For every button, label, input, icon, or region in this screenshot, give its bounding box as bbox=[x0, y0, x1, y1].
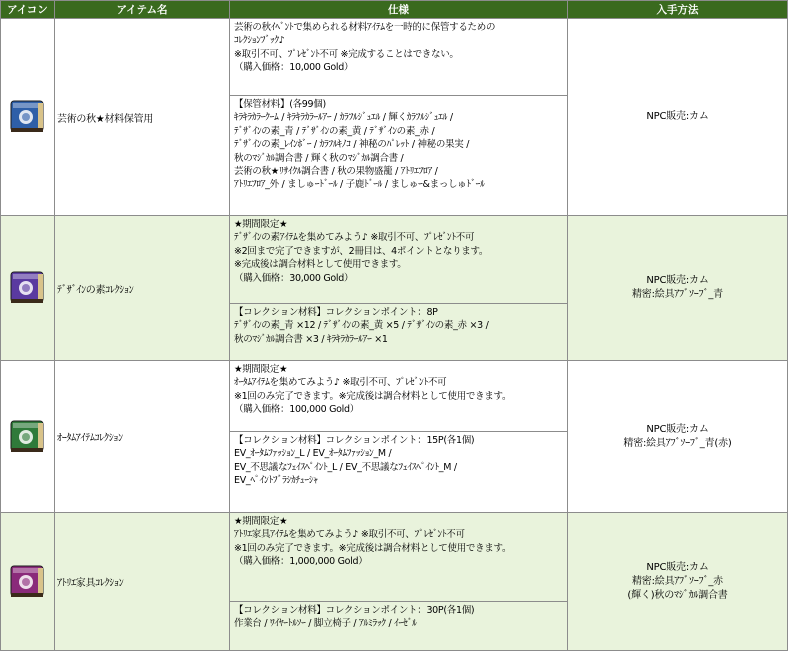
acquisition-method bbox=[568, 19, 788, 216]
acquisition-line: NPC販売:カム bbox=[646, 111, 709, 122]
spec-line: （購入価格：30,000 Gold） bbox=[234, 272, 354, 284]
spec-line: ★期間限定★ bbox=[234, 219, 288, 230]
material-line: ﾃﾞｻﾞｲﾝの素_青 ×12 / ﾃﾞｻﾞｲﾝの素_黄 ×5 / ﾃﾞｻﾞｲﾝの素_赤 ×3 / bbox=[234, 320, 489, 332]
spec-line: （購入価格：1,000,000 Gold） bbox=[234, 556, 368, 568]
spec-line: ｺﾚｸｼｮﾝﾌﾞｯｸ♪ bbox=[234, 35, 285, 47]
spec-description bbox=[230, 361, 568, 432]
table-row bbox=[1, 216, 788, 304]
spec-materials bbox=[230, 432, 568, 513]
item-name: ｱﾄﾘｴ家具ｺﾚｸｼｮﾝ bbox=[55, 513, 230, 651]
item-name: ｵｰﾀﾑｱｲﾃﾑｺﾚｸｼｮﾝ bbox=[55, 361, 230, 513]
acquisition-line: NPC販売:カム bbox=[646, 561, 709, 573]
spec-materials bbox=[230, 304, 568, 361]
spec-line: ｵｰﾀﾑｱｲﾃﾑを集めてみよう♪ ※取引不可、ﾌﾟﾚｾﾞﾝﾄ不可 bbox=[234, 377, 447, 389]
item-icon-cell bbox=[1, 361, 55, 513]
material-line: ｱﾄﾘｴﾌﾛｱ_外 / ましゅｰﾄﾞｰﾙ / 子鹿ﾄﾞｰﾙ / ましゅｰ&まっしゅﾄﾞｰﾙ bbox=[234, 179, 485, 191]
table-row bbox=[1, 513, 788, 602]
header-item-name: アイテム名 bbox=[55, 1, 230, 19]
header-acquisition: 入手方法 bbox=[568, 1, 788, 19]
spec-line: ★期間限定★ bbox=[234, 364, 288, 375]
acquisition-method bbox=[568, 513, 788, 651]
material-line: ﾃﾞｻﾞｲﾝの素_青 / ﾃﾞｻﾞｲﾝの素_黄 / ﾃﾞｻﾞｲﾝの素_赤 / bbox=[234, 125, 435, 137]
spec-line: ★期間限定★ bbox=[234, 516, 288, 527]
acquisition-line: 精密:絵具ｱﾌﾞｿｰﾌﾞ_青 bbox=[632, 289, 723, 300]
spec-line: 芸術の秋ｲﾍﾞﾝﾄで集められる材料ｱｲﾃﾑを一時的に保管するための bbox=[234, 22, 496, 33]
spec-line: ※完成後は調合材料として使用できます。 bbox=[234, 259, 407, 271]
item-icon-cell bbox=[1, 216, 55, 361]
spec-line: ｱﾄﾘｴ家具ｱｲﾃﾑを集めてみよう♪ ※取引不可、ﾌﾟﾚｾﾞﾝﾄ不可 bbox=[234, 529, 465, 541]
material-line: ｷﾗｷﾗｶﾗｰｸｰﾑ / ｷﾗｷﾗｶﾗｰﾙｱｰ / ｶﾗﾌﾙｼﾞｭｴﾙ / 輝くｶﾗﾌﾙｼﾞｭｴﾙ / bbox=[234, 112, 453, 124]
spec-line: （購入価格：100,000 Gold） bbox=[234, 404, 359, 416]
acquisition-line: 精密:絵具ｱﾌﾞｿｰﾌﾞ_赤 bbox=[632, 575, 723, 587]
spec-line: （購入価格：10,000 Gold） bbox=[234, 62, 354, 74]
material-line: 秋のﾏｼﾞｶﾙ調合書 ×3 / ｷﾗｷﾗｶﾗｰﾙｱｰ ×1 bbox=[234, 333, 388, 345]
material-line: 【コレクション材料】コレクションポイント：30P(各1個) bbox=[234, 605, 475, 616]
spec-line: ※取引不可、ﾌﾟﾚｾﾞﾝﾄ不可 ※完成することはできない。 bbox=[234, 48, 459, 60]
acquisition-line: 精密:絵具ｱﾌﾞｿｰﾌﾞ_青(赤) bbox=[623, 437, 732, 449]
spec-description bbox=[230, 216, 568, 304]
material-line: 【コレクション材料】コレクションポイント：8P bbox=[234, 307, 438, 318]
spec-line: ※2回まで完了できますが、2冊目は、4ポイントとなります。 bbox=[234, 245, 489, 257]
spec-line: ※1回のみ完了できます。※完成後は調合材料として使用できます。 bbox=[234, 542, 512, 554]
acquisition-method bbox=[568, 361, 788, 513]
spec-materials bbox=[230, 602, 568, 651]
acquisition-line: NPC販売:カム bbox=[646, 423, 709, 435]
magenta-book-icon bbox=[8, 560, 48, 600]
acquisition-line: (輝く)秋のﾏｼﾞｶﾙ調合書 bbox=[627, 589, 728, 601]
material-line: 秋のﾏｼﾞｶﾙ調合書 / 輝く秋のﾏｼﾞｶﾙ調合書 / bbox=[234, 152, 404, 164]
acquisition-line: NPC販売:カム bbox=[646, 275, 709, 286]
spec-line: ※1回のみ完了できます。※完成後は調合材料として使用できます。 bbox=[234, 390, 512, 402]
item-icon-cell bbox=[1, 513, 55, 651]
spec-line: ﾃﾞｻﾞｲﾝの素ｱｲﾃﾑを集めてみよう♪ ※取引不可、ﾌﾟﾚｾﾞﾝﾄ不可 bbox=[234, 232, 475, 244]
table-row bbox=[1, 19, 788, 96]
table-row bbox=[1, 361, 788, 432]
purple-book-icon bbox=[8, 266, 48, 306]
material-line: 作業台 / ﾜｲﾔｰﾄﾙｿｰ / 脚立椅子 / ｱﾙﾐﾗｯｸ / ｲｰｾﾞﾙ bbox=[234, 618, 417, 630]
item-icon-cell bbox=[1, 19, 55, 216]
spec-materials bbox=[230, 96, 568, 216]
material-line: 【保管材料】(各99個) bbox=[234, 99, 326, 110]
material-line: EV_ﾍﾟｲﾝﾄﾌﾞﾗｼｶﾁｭｰｼｬ bbox=[234, 475, 318, 487]
item-name: ﾃﾞｻﾞｲﾝの素ｺﾚｸｼｮﾝ bbox=[55, 216, 230, 361]
header-spec: 仕様 bbox=[230, 1, 568, 19]
material-line: 芸術の秋★ﾘｻｲｸﾙ調合書 / 秋の果物盛籠 / ｱﾄﾘｴﾌﾛｱ / bbox=[234, 166, 438, 178]
item-name: 芸術の秋★材料保管用 bbox=[55, 19, 230, 216]
acquisition-method bbox=[568, 216, 788, 361]
material-line: ﾃﾞｻﾞｲﾝの素_ﾚｲﾝﾎﾞｰ / ｶﾗﾌﾙｷﾉｺ / 神秘のﾊﾟﾚｯﾄ / 神秘の果実 / bbox=[234, 139, 470, 151]
material-line: EV_ｵｰﾀﾑﾌｧｯｼｮﾝ_L / EV_ｵｰﾀﾑﾌｧｯｼｮﾝ_M / bbox=[234, 448, 392, 460]
blue-book-icon bbox=[8, 95, 48, 135]
spec-description bbox=[230, 513, 568, 602]
material-line: 【コレクション材料】コレクションポイント：15P(各1個) bbox=[234, 435, 475, 446]
spec-description bbox=[230, 19, 568, 96]
material-line: EV_不思議なﾌｪｲｽﾍﾟｲﾝﾄ_L / EV_不思議なﾌｪｲｽﾍﾟｲﾝﾄ_M / bbox=[234, 461, 457, 473]
green-book-icon bbox=[8, 415, 48, 455]
header-icon: アイコン bbox=[1, 1, 55, 19]
